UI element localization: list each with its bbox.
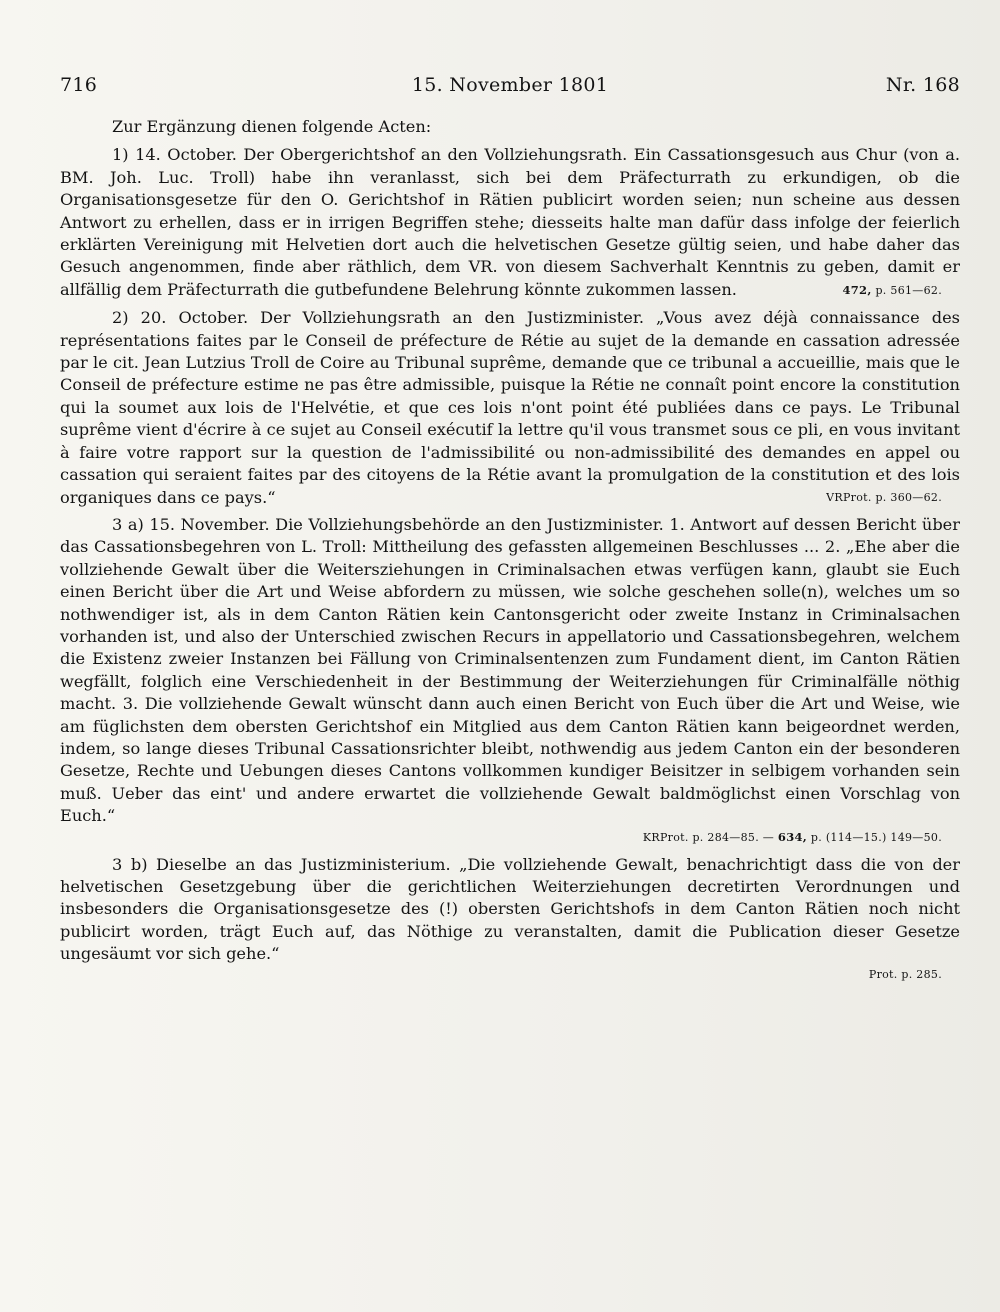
reference-pages: VRProt. p. 360—62. [826, 490, 942, 504]
intro-line: Zur Ergänzung dienen folgende Acten: [112, 117, 432, 136]
reference-pages: Prot. p. 285. [868, 967, 942, 981]
page-header [60, 74, 960, 102]
reference-number: 472, [842, 283, 872, 298]
entry-3b [60, 854, 960, 982]
document-number: Nr. 168 [885, 74, 960, 96]
reference-prefix: KRProt. p. 284—85. — [642, 830, 775, 844]
entry-text: 1) 14. October. Der Obergerichtshof an den Vollziehungsrath. Ein Cassationsgesuch aus Chur (von a. BM. Joh. Luc. Troll) habe ihn veranlasst, sich bei dem Präfecturrath zu erkundigen, ob die Organisationsgesetze für den O. Gerichtshof in Rätien publicirt worden seien; nun scheine aus dessen Antwort zu erhellen, dass er in irrigen Begriffen stehe; diesseits halte man dafür dass infolge der feierlich erklärten Vereinigung mit Helvetien dort auch die helvetischen Gesetze gültig seien, und habe daher das Gesuch angenommen, finde aber räthlich, dem VR. von diesem Sachverhalt Kenntnis zu geben, damit er allfällig dem Präfecturrath die gutbefundene Belehrung könnte zukommen lassen. [60, 145, 960, 299]
entry-reference [60, 830, 960, 845]
entry-text: 2) 20. October. Der Vollziehungsrath an den Justizminister. „Vous avez déjà connaissance des représentations faites par le Conseil de préfecture de Rétie au sujet de la demande en cassation adressée par le cit. Jean Lutzius Troll de Coire au Tribunal suprême, demande que ce tribunal a accueillie, mais que le Conseil de préfecture estime ne pas être admissible, puisque la Rétie ne connaît point encore la constitution qui la soumet aux lois de l'Helvétie, et que ces lois n'ont point été publiées dans ce pays. Le Tribunal suprême vient d'écrire à ce sujet au Conseil exécutif la lettre qu'il vous transmet sous ce pli, en vous invitant à faire votre rapport sur la question de l'admissibilité ou non-admissibilité des demandes en appel ou cassation qui seraient faites par des citoyens de la Rétie avant la promulgation de la constitution et des lois organiques dans ce pays.“ [60, 308, 960, 507]
entry-text: 3 a) 15. November. Die Vollziehungsbehörde an den Justizminister. 1. Antwort auf dessen Bericht über das Cassationsbegehren von L. Troll: Mittheilung des gefassten allgemeinen Beschlusses ... 2. „Ehe aber die vollziehende Gewalt über die Weitersziehungen in Criminalsachen etwas verfügen kann, glaubt sie Euch einen Bericht über die Art und Weise abfordern zu müssen, wie solche geschehen solle(n), welches um so nothwendiger ist, als in dem Canton Rätien kein Cantonsgericht oder zweite Instanz in Criminalsachen vorhanden ist, und also der Unterschied zwischen Recurs in appellatorio und Cassationsbegehren, welchem die Existenz zweier Instanzen bei Fällung von Criminalsentenzen zum Fundament dient, im Canton Rätien wegfällt, folglich eine Verschiedenheit in der Bestimmung der Weiterziehungen für Criminalfälle nöthig macht. 3. Die vollziehende Gewalt wünscht dann auch einen Bericht von Euch über die Art und Weise, wie am füglichsten dem obersten Gerichtshof ein Mitglied aus dem Canton Rätien kann beigeordnet werden, indem, so lange dieses Tribunal Cassationsrichter bleibt, nothwendig aus jedem Canton ein der besonderen Gesetze, Rechte und Uebungen dieses Cantons vollkommen kundiger Beisitzer in selbigem vorhanden sein muß. Ueber das eint' und andere erwartet die vollziehende Gewalt baldmöglichst einen Vorschlag von Euch.“ [60, 514, 960, 826]
header-date: 15. November 1801 [411, 74, 609, 96]
entry-3a [60, 514, 960, 845]
reference-pages: p. (114—15.) 149—50. [810, 830, 942, 844]
entry-reference [60, 968, 960, 982]
reference-number: 634, [777, 829, 808, 844]
entry-2 [60, 307, 960, 505]
entry-text: 3 b) Dieselbe an das Justizministerium. „Die vollziehende Gewalt, benachrichtigt dass die von der helvetischen Gesetzgebung über die gerichtlichen Weiterziehungen decretirten Verordnungen und insbesonders die Organisationsgesetze des (!) obersten Gerichtshofs in dem Canton Rätien noch nicht publicirt worden, trägt Euch auf, das Nöthige zu veranstalten, damit die Publication dieser Gesetze ungesäumt vor sich gehe.“ [60, 854, 960, 964]
document-body [60, 116, 960, 991]
entry-1 [60, 144, 960, 298]
reference-pages: p. 561—62. [875, 284, 942, 298]
page-number: 716 [60, 74, 98, 96]
